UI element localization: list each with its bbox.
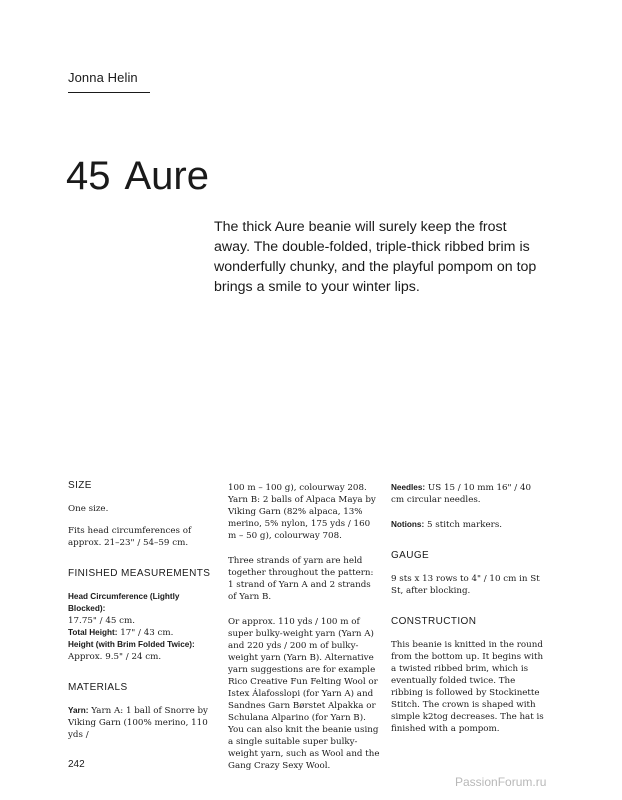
brim-height-label: Height (with Brim Folded Twice):	[68, 640, 195, 649]
author-name: Jonna Helin	[68, 70, 138, 85]
needles-label: Needles:	[391, 483, 426, 492]
size-one-size: One size.	[68, 504, 109, 514]
head-circumference-label: Head Circumference (Lightly Blocked):	[68, 592, 180, 613]
column-2	[228, 482, 381, 772]
head-circumference-value: 17.75" / 45 cm.	[68, 616, 135, 626]
column-1	[68, 479, 218, 741]
yarn-label: Yarn:	[68, 706, 89, 715]
needles-value: US 15 / 10 mm 16" / 40 cm circular needles.	[391, 483, 532, 505]
notions-value: 5 stitch markers.	[426, 520, 503, 530]
yarn-b: Yarn B: 2 balls of Alpaca Maya by Viking Garn (82% alpaca, 13% merino, 5% nylon, 175 yds / 160 m – 50 g), colourway 708.	[228, 495, 376, 541]
watermark: PassionForum.ru	[455, 775, 547, 789]
pattern-number: 45	[66, 154, 111, 198]
needles	[391, 482, 546, 506]
total-height	[68, 627, 218, 639]
yarn-a-start	[68, 705, 218, 741]
notions	[391, 519, 546, 531]
gauge-heading: GAUGE	[391, 550, 430, 561]
size-fits: Fits head circumferences of approx. 21–23" / 54–59 cm.	[68, 526, 192, 548]
construction-heading: CONSTRUCTION	[391, 616, 477, 627]
gauge-text: 9 sts x 13 rows to 4" / 10 cm in St St, after blocking.	[391, 574, 540, 596]
yarn-alternative: Or approx. 110 yds / 100 m of super bulky-weight yarn (Yarn A) and 220 yds / 200 m of bulky-weight yarn (Yarn B). Alternative yarn suggestions are for example Rico Creative Fun Felting Wool or Istex Álafosslopi (for Yarn A) and Sandnes Garn Børstet Alpakka or Schulana Alparino (for Yarn B). You can also knit the beanie using a single suitable super bulky-weight yarn, such as Wool and the Gang Crazy Sexy Wool.	[228, 617, 380, 771]
author-underline	[68, 92, 150, 93]
yarn-a-text: Yarn A: 1 ball of Snorre by Viking Garn (100% merino, 110 yds /	[68, 706, 208, 740]
yarn-a-end: 100 m – 100 g), colourway 208.	[228, 483, 367, 493]
head-circumference	[68, 591, 218, 627]
column-3	[391, 482, 546, 735]
page-number: 242	[68, 759, 85, 770]
total-height-value: 17" / 43 cm.	[120, 628, 174, 638]
total-height-label: Total Height:	[68, 628, 118, 637]
pattern-name: Aure	[124, 154, 209, 198]
intro-paragraph: The thick Aure beanie will surely keep the frost away. The double-folded, triple-thick ribbed brim is wonderfully chunky, and the playful pompom on top brings a smile to your winter lips.	[214, 219, 537, 295]
size-heading: SIZE	[68, 480, 92, 491]
materials-heading: MATERIALS	[68, 682, 128, 693]
yarn-strands: Three strands of yarn are held together throughout the pattern: 1 strand of Yarn A and 2 strands of Yarn B.	[228, 556, 374, 602]
pattern-title	[66, 150, 209, 202]
notions-label: Notions:	[391, 520, 425, 529]
brim-height	[68, 639, 218, 663]
brim-height-value: Approx. 9.5" / 24 cm.	[68, 652, 162, 662]
finished-measurements-heading: FINISHED MEASUREMENTS	[68, 568, 211, 579]
construction-text: This beanie is knitted in the round from the bottom up. It begins with a twisted ribbed brim, which is eventually folded twice. The ribbing is followed by Stockinette Stitch. The crown is shaped with simple k2tog decreases. The hat is finished with a pompom.	[391, 640, 544, 734]
